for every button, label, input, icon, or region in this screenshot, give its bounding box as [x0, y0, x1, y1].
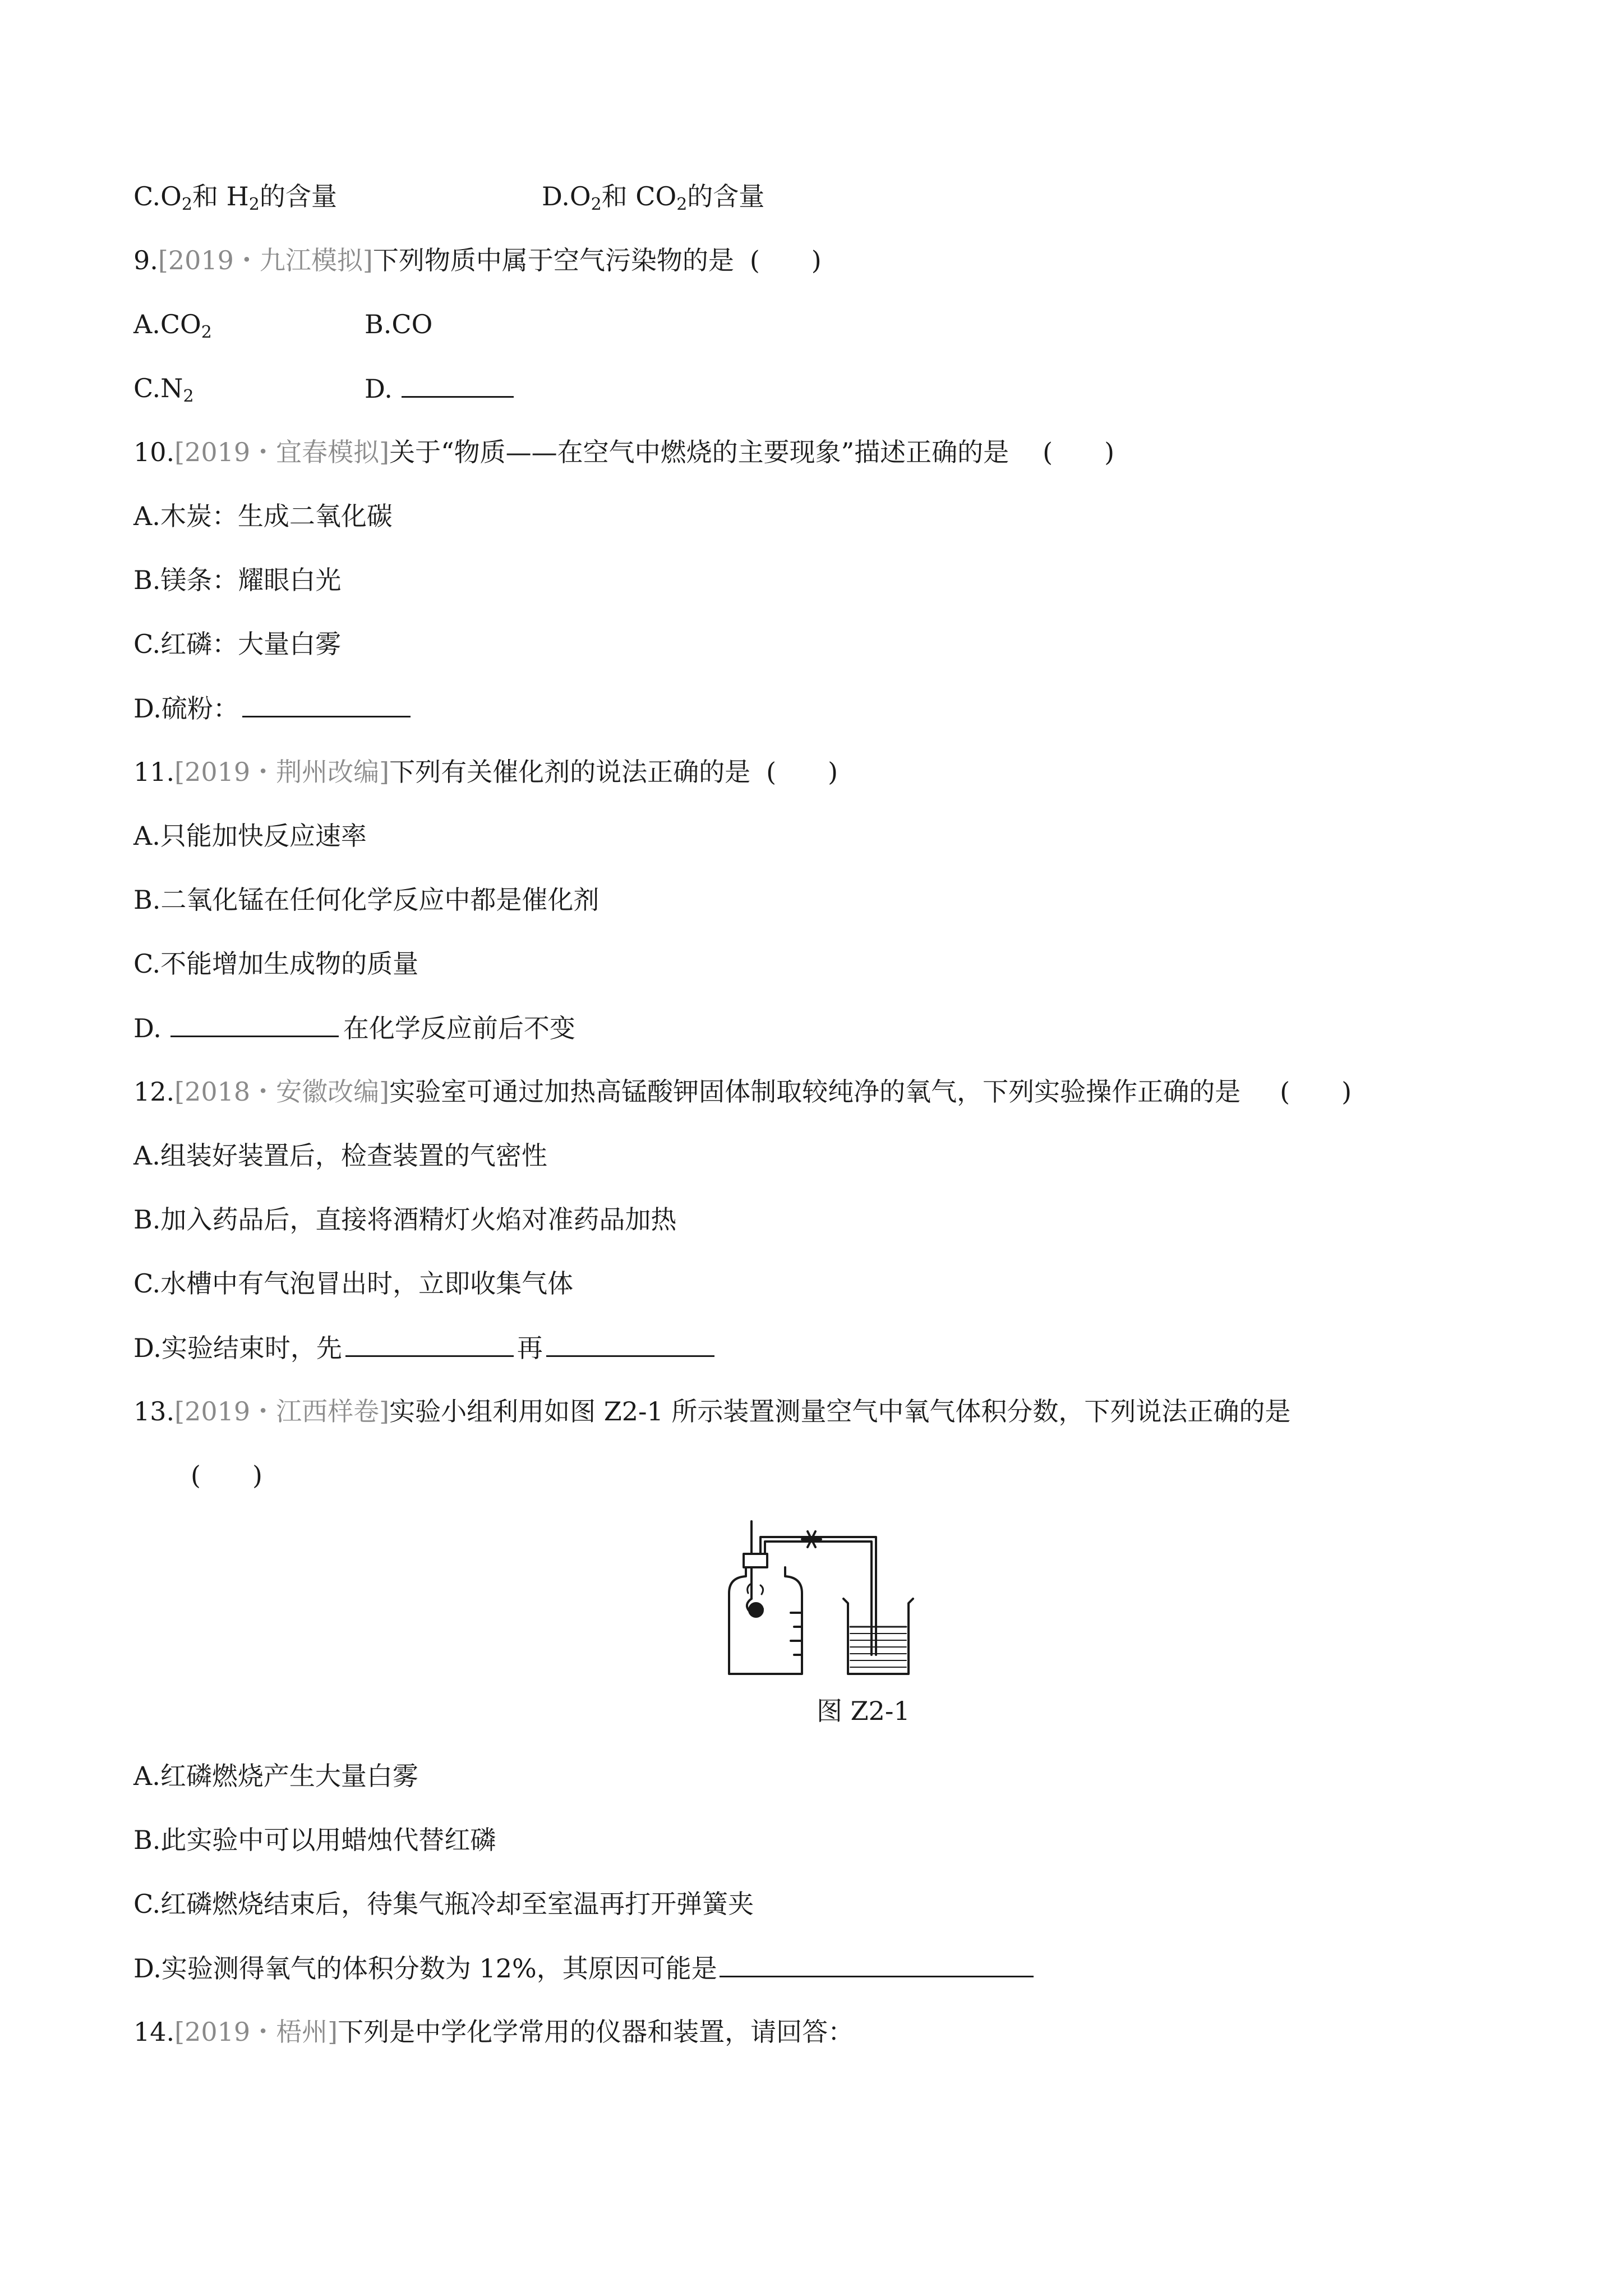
q12-option-c: C.水槽中有气泡冒出时，立即收集气体 [133, 1268, 574, 1299]
q12-option-a: A.组装好装置后，检查装置的气密性 [133, 1140, 547, 1171]
q10-stem: 10.[2019・宜春模拟]关于“物质——在空气中燃烧的主要现象”描述正确的是 ( ) [133, 435, 1114, 469]
answer-paren: ( ) [766, 757, 838, 787]
q14-stem: 14.[2019・梧州]下列是中学化学常用的仪器和装置，请回答： [133, 2017, 854, 2047]
collecting-bottle [729, 1567, 802, 1674]
red-phosphorus [749, 1603, 763, 1617]
q9-source: [2019・九江模拟] [158, 245, 373, 275]
answer-blank-second[interactable] [546, 1331, 714, 1357]
answer-blank[interactable] [720, 1951, 1034, 1977]
answer-blank[interactable] [402, 371, 514, 398]
q11-option-b: B.二氧化锰在任何化学反应中都是催化剂 [133, 885, 600, 915]
answer-paren: ( ) [1043, 437, 1115, 467]
q10-source: [2019・宜春模拟] [174, 437, 390, 467]
q10-option-a: A.木炭：生成二氧化碳 [133, 501, 393, 531]
answer-paren: ( ) [749, 245, 822, 275]
rubber-stopper [744, 1554, 767, 1567]
q12-option-b: B.加入药品后，直接将酒精灯火焰对准药品加热 [133, 1204, 677, 1235]
connecting-tube [760, 1537, 876, 1655]
q12-source: [2018・安徽改编] [174, 1076, 390, 1107]
q12-option-d: D.实验结束时，先 再 [133, 1331, 714, 1365]
answer-paren: ( ) [1280, 1076, 1352, 1107]
q8-option-c: $C.O_2$和 $H_2$的含量 [133, 181, 337, 214]
answer-blank[interactable] [242, 691, 411, 717]
q11-option-c: C.不能增加生成物的质量 [133, 949, 419, 979]
apparatus-diagram [723, 1515, 959, 1683]
q10-option-d: D.硫粉： [133, 691, 411, 725]
q10-option-b: B.镁条：耀眼白光 [133, 565, 342, 595]
q13-option-c: C.红磷燃烧结束后，待集气瓶冷却至室温再打开弹簧夹 [133, 1889, 754, 1919]
q9-stem: 9.[2019・九江模拟]下列物质中属于空气污染物的是 ( ) [133, 243, 822, 277]
q11-stem: 11.[2019・荆州改编]下列有关催化剂的说法正确的是 ( ) [133, 755, 838, 789]
q9-option-d: D. [365, 371, 514, 406]
q13-source: [2019・江西样卷] [174, 1396, 390, 1427]
q13-option-d: D.实验测得氧气的体积分数为 12%，其原因可能是 [133, 1951, 1034, 1985]
q8-option-d: $D.O_2$和 $CO_2$的含量 [542, 181, 765, 214]
beaker [843, 1599, 913, 1674]
answer-paren: ( ) [191, 1460, 262, 1490]
q13-option-a: A.红磷燃烧产生大量白雾 [133, 1761, 418, 1791]
q13-option-b: B.此实验中可以用蜡烛代替红磷 [133, 1825, 496, 1855]
q9-option-a: $A.CO_2$ [133, 309, 212, 342]
q9-option-b: B.CO [365, 309, 433, 339]
q10-option-c: C.红磷：大量白雾 [133, 629, 342, 659]
q14-source: [2019・梧州] [174, 2017, 338, 2047]
q11-option-d: D. 在化学反应前后不变 [133, 1011, 575, 1045]
q11-option-a: A.只能加快反应速率 [133, 821, 367, 851]
spring-clip [802, 1531, 821, 1547]
q9-option-c: $C.N_2$ [133, 373, 194, 406]
q13-stem: 13.[2019・江西样卷]实验小组利用如图 Z2-1 所示装置测量空气中氧气体积分数，下列说法正确的是 [133, 1396, 1291, 1427]
q11-source: [2019・荆州改编] [174, 757, 390, 787]
figure-caption: 图 Z2-1 [817, 1696, 910, 1726]
answer-blank[interactable] [170, 1011, 339, 1037]
answer-blank-first[interactable] [345, 1331, 514, 1357]
q12-stem: 12.[2018・安徽改编]实验室可通过加热高锰酸钾固体制取较纯净的氧气，下列实验操作正确的是 ( ) [133, 1075, 1352, 1108]
